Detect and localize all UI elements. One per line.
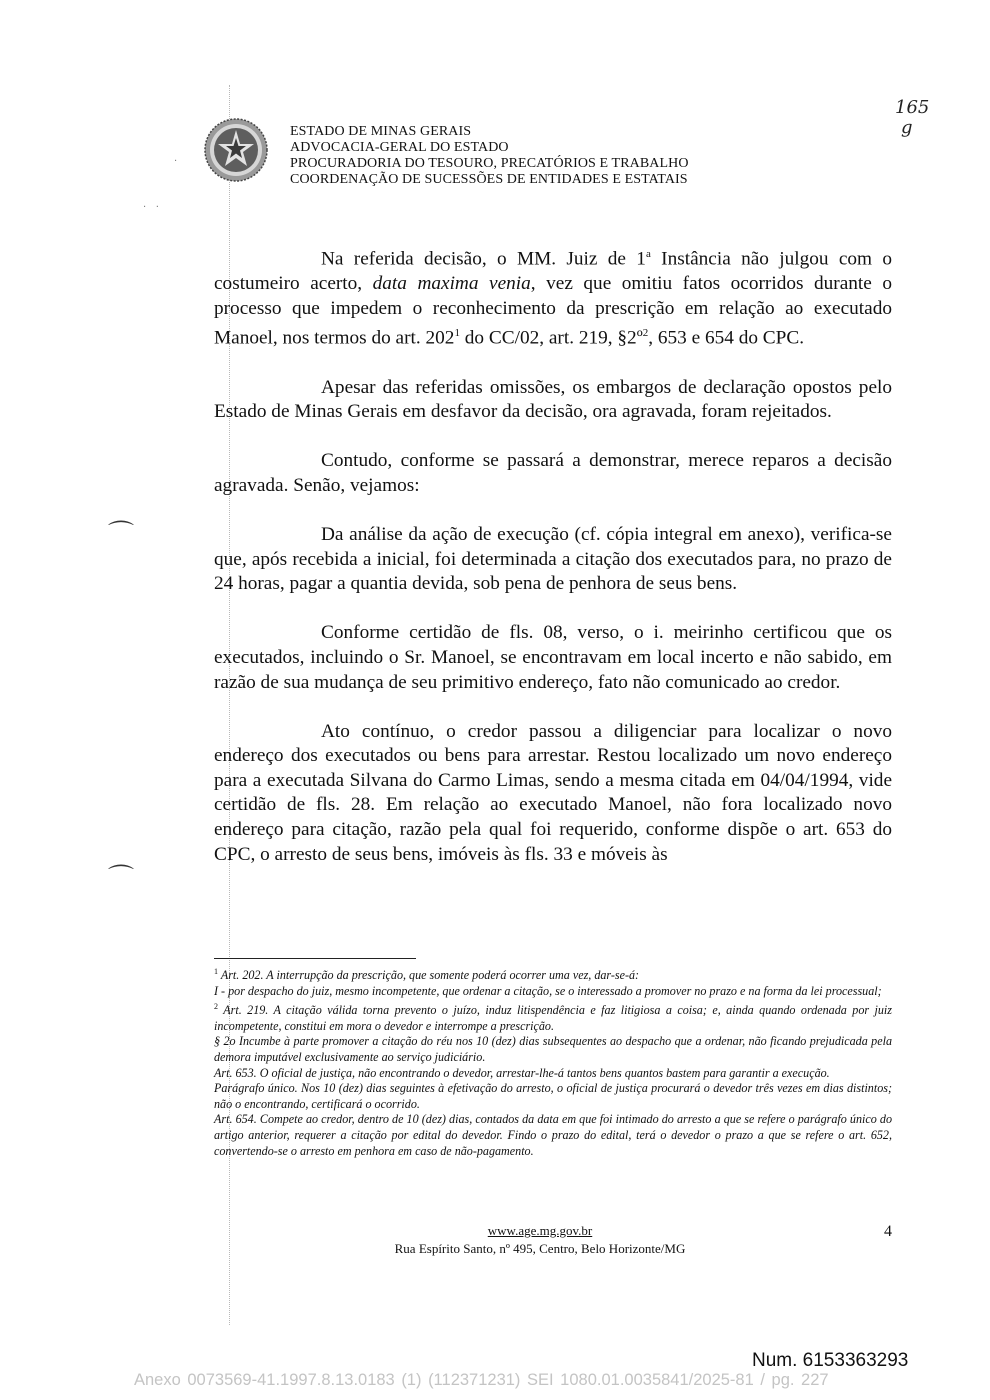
paragraph-5: Conforme certidão de fls. 08, verso, o i. meirinho certificou que os executados, incluindo o Sr. Manoel, se encontravam em local incerto e não sabido, em razão de sua mudança de seu primitivo endereço, fato não comunicado ao credor.: [214, 622, 892, 693]
footnote-2-paragraph: § 2o Incumbe à parte promover a citação do réu nos 10 (dez) dias subsequentes ao despacho que a ordenar, não ficando prejudicada pela demora imputável exclusivamente ao serviço judiciário.: [214, 1034, 892, 1065]
paragraph-3: Contudo, conforme se passará a demonstrar, merece reparos a decisão agravada. Senão, vejamos:: [214, 450, 892, 496]
footnote-art-653-sole: Parágrafo único. Nos 10 (dez) dias seguintes à efetivação do arresto, o oficial de justiça procurará o devedor três vezes em dias distintos; não o encontrando, certificará o ocorrido.: [214, 1081, 892, 1111]
footnote-art-654: Art. 654. Compete ao credor, dentro de 10 (dez) dias, contados da data em que foi intimado do arresto a que se refere o parágrafo único do artigo anterior, requerer a citação por edital do devedor. Findo o prazo do edital, terá o devedor o prazo a que se refere o art. 652, convertendo-se o arresto em penhora em caso de não-pagamento.: [214, 1112, 892, 1158]
scan-dot: · ·: [143, 202, 159, 213]
paragraph-1: Na referida decisão, o MM. Juiz de 1$^a$ Instância não julgou com o costumeiro acerto, data maxima venia, vez que omitiu fatos ocorridos durante o processo que impedem o reconhecimento da prescrição em relação ao executado Manoel, nos termos do art. $202^1$ do CC/02, art. 219, §2º$^2$, 653 e 654 do CPC.: [214, 248, 892, 349]
folio-number: 165: [895, 97, 930, 118]
paragraph-4: Da análise da ação de execução (cf. cópia integral em anexo), verifica-se que, após recebida a inicial, foi determinada a citação dos executados para, no prazo de 24 horas, pagar a quantia devida, sob pena de penhora de seus bens.: [214, 524, 892, 595]
annex-stamp: Anexo 0073569-41.1997.8.13.0183 (1) (112371231) SEI 1080.01.0035841/2025-81 / pg. 227: [134, 1371, 829, 1389]
header-state: ESTADO DE MINAS GERAIS: [290, 124, 472, 139]
header-agency: ADVOCACIA-GERAL DO ESTADO: [290, 140, 509, 155]
scan-dot: ·: [174, 156, 178, 167]
letterhead: [290, 124, 689, 188]
binder-mark: ⌒: [108, 864, 135, 894]
footnote-art-653: Art. 653. O oficial de justiça, não encontrando o devedor, arrestar-lhe-á tantos bens quantos bastem para garantir a execução.: [214, 1065, 830, 1080]
document-number: Num. 6153363293: [752, 1350, 909, 1371]
footnote-2: $^2$ Art. 219. A citação válida torna prevento o juízo, induz litispendência e faz litigiosa a coisa; e, ainda quando ordenada por juiz incompetente, constitui em mora o devedor e interrompe a prescrição.: [214, 1002, 892, 1033]
footer-address: Rua Espírito Santo, nº 495, Centro, Belo Horizonte/MG: [394, 1241, 686, 1256]
paragraph-6: Ato contínuo, o credor passou a diligenciar para localizar o novo endereço dos executados ou bens para arrestar. Restou localizado um novo endereço para a executada Silvana do Carmo Limas, sendo a mesma citada em 04/04/1994, vide certidão de fls. 28. Em relação ao executado Manoel, não fora localizado novo endereço para citação, razão pela qual foi requerido, conforme dispõe o art. 653 do CPC, o arresto de seus bens, imóveis às fls. 33 e móveis às: [214, 720, 892, 865]
footnote-1: $^1$ Art. 202. A interrupção da prescrição, que somente poderá ocorrer uma vez, dar-se-á:: [214, 967, 640, 983]
footnote-separator: [214, 958, 416, 959]
page-number: 4: [884, 1223, 892, 1240]
folio-initial: g: [901, 117, 913, 138]
document-body: [214, 242, 892, 892]
footnote-1-item: I - por despacho do juiz, mesmo incompetente, que ordenar a citação, se o interessado a promover no prazo e na forma da lei processual;: [214, 983, 882, 998]
handwritten-folio: [895, 98, 929, 138]
footer-website: www.age.mg.gov.br: [487, 1223, 593, 1238]
state-seal-icon: [203, 117, 269, 183]
header-coordination: COORDENAÇÃO DE SUCESSÕES DE ENTIDADES E ESTATAIS: [290, 172, 688, 187]
footnotes: [214, 964, 892, 1159]
header-department: PROCURADORIA DO TESOURO, PRECATÓRIOS E TRABALHO: [290, 156, 689, 171]
paragraph-2: Apesar das referidas omissões, os embargos de declaração opostos pelo Estado de Minas Gerais em desfavor da decisão, ora agravada, foram rejeitados.: [214, 376, 892, 423]
binder-mark: ⌒: [108, 520, 135, 550]
